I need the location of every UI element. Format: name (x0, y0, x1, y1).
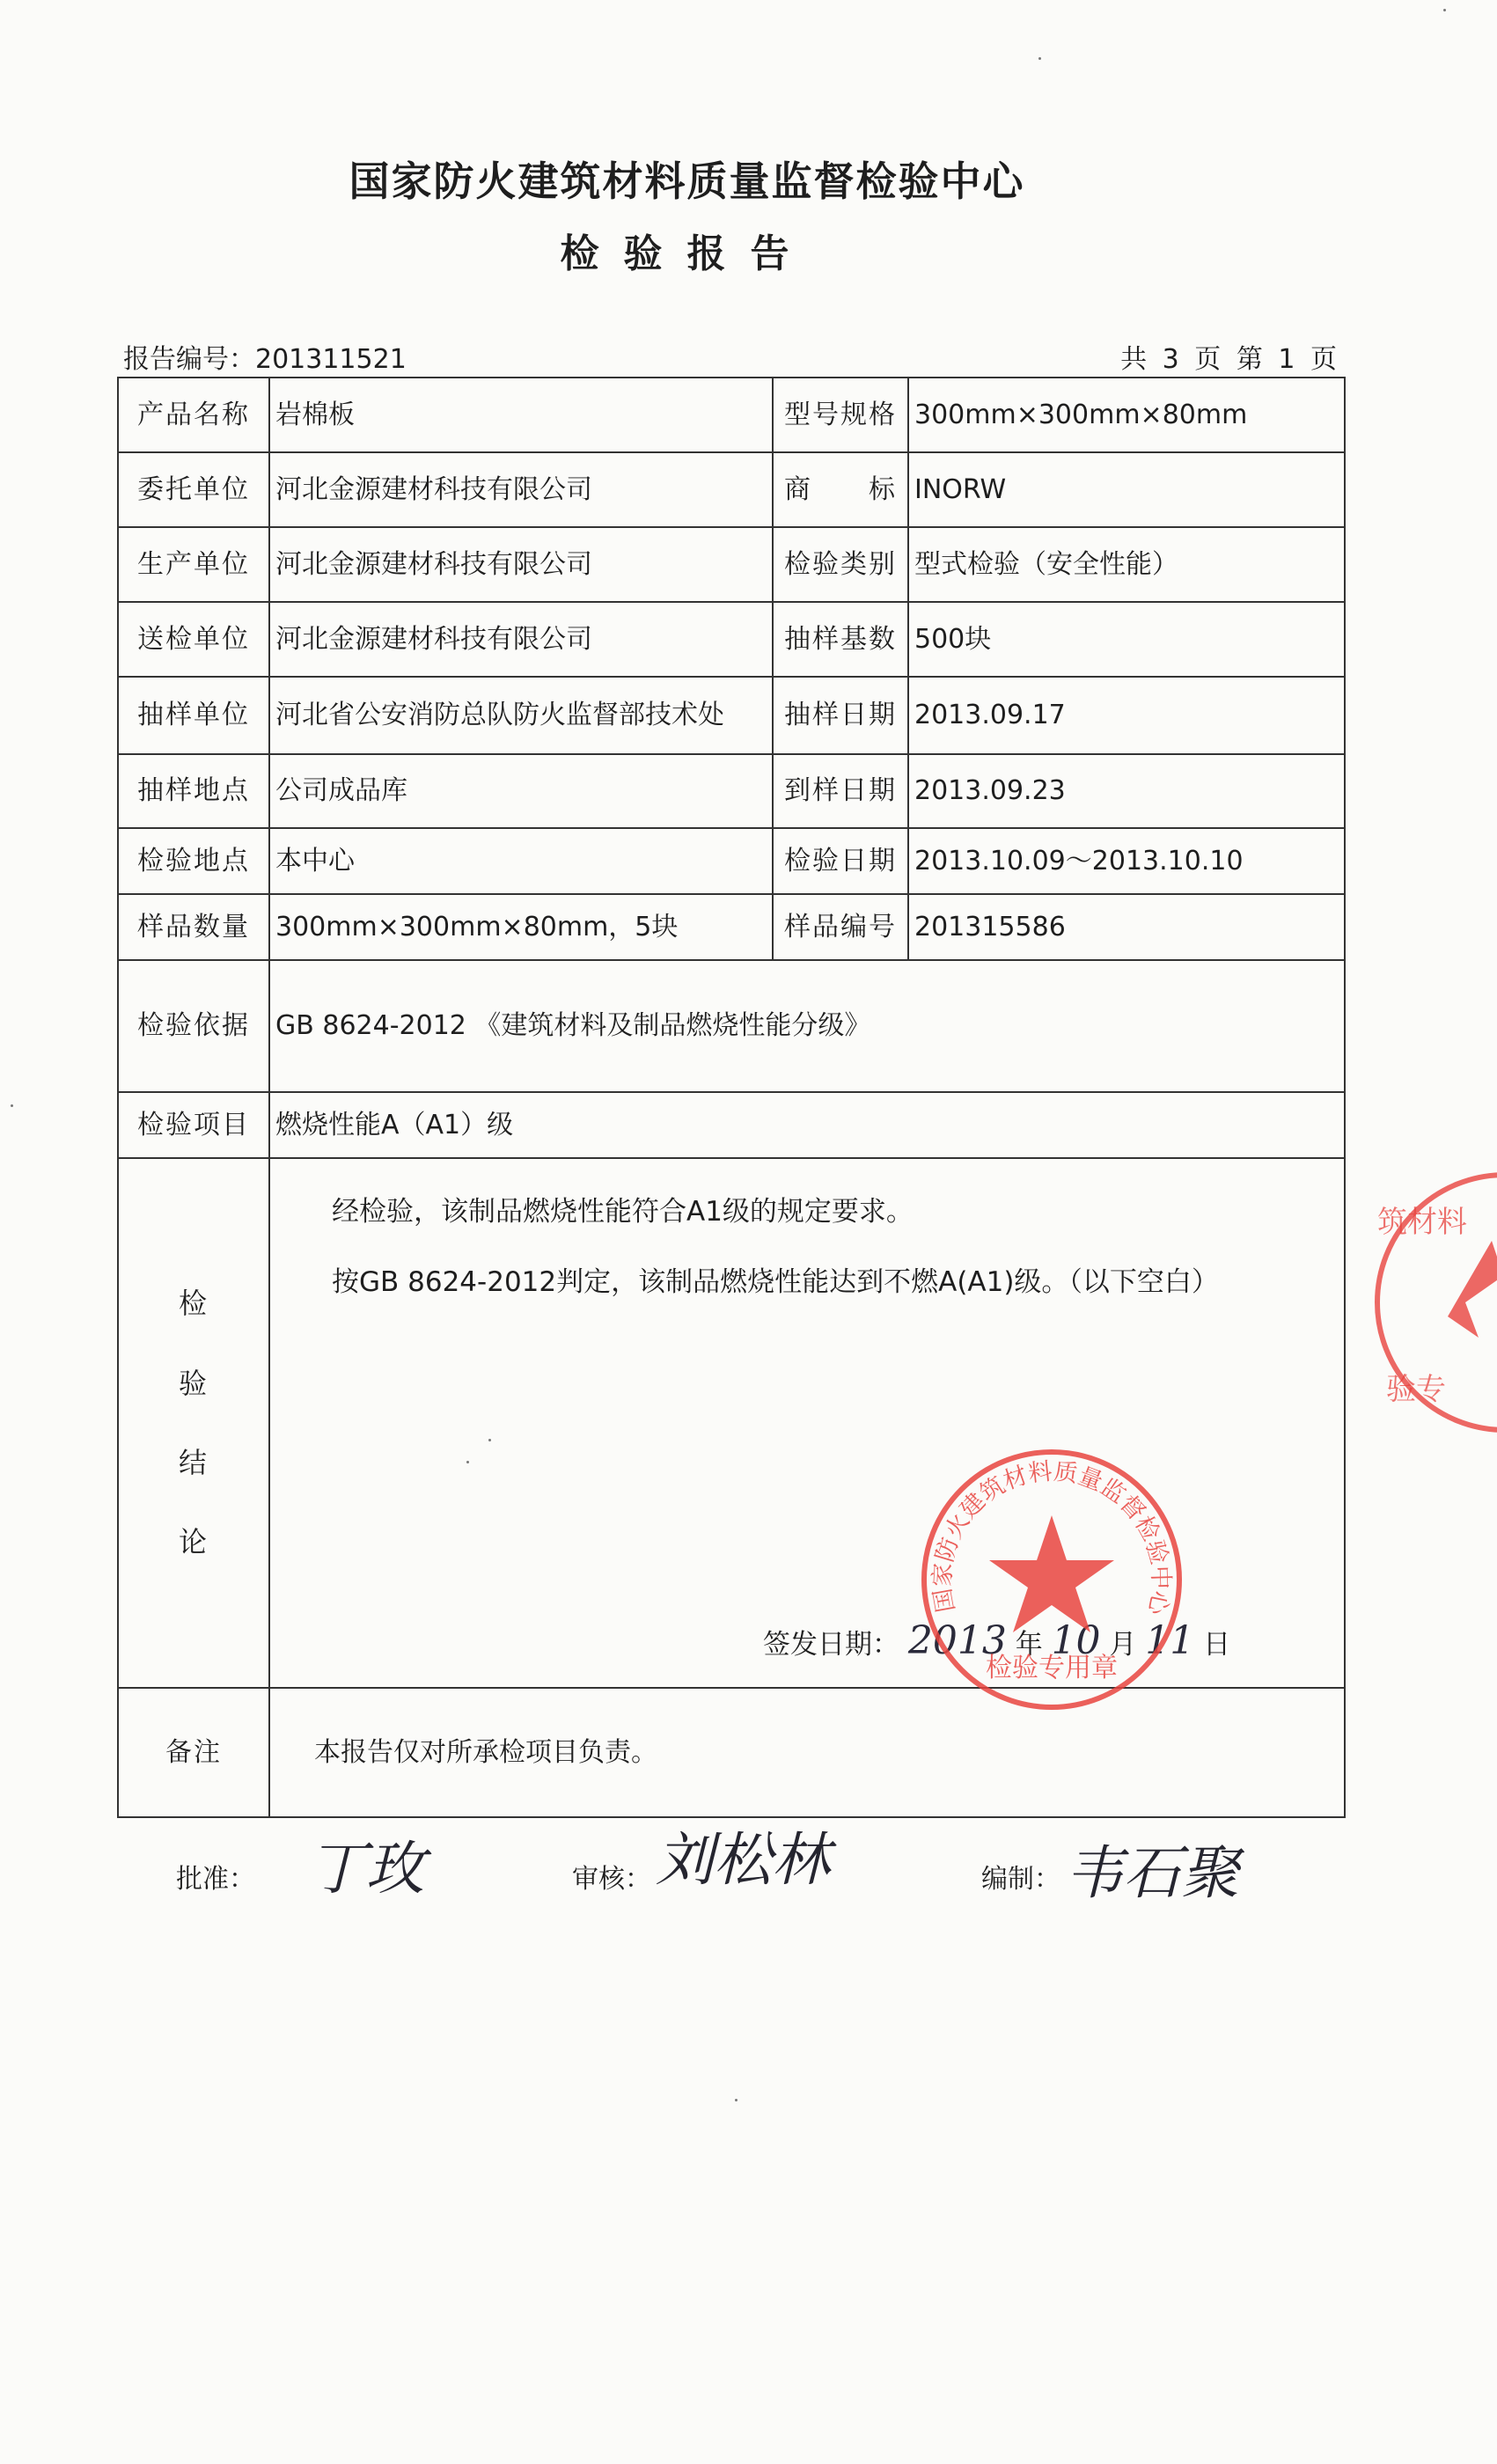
conclusion-line-2: 按GB 8624-2012判定，该制品燃烧性能达到不燃A(A1)级。（以下空白） (332, 1266, 1219, 1298)
edge-seal-inner-text: 验专 (1386, 1372, 1446, 1407)
conclusion-label-char: 检 (178, 1287, 209, 1321)
table-row (118, 378, 1345, 452)
scan-speck (488, 1439, 491, 1441)
table-row (118, 894, 1345, 960)
submitter-value: 河北金源建材科技有限公司 (269, 602, 773, 677)
seal-inner-text: 检验专用章 (986, 1653, 1118, 1683)
official-seal (915, 1443, 1188, 1716)
conclusion-label-char: 论 (178, 1525, 209, 1559)
submitter-label: 送检单位 (118, 602, 269, 677)
edge-seal-ring-text: 筑材料 (1377, 1205, 1467, 1240)
test-place-label: 检验地点 (118, 828, 269, 894)
product-name-label: 产品名称 (118, 378, 269, 452)
month-char: 月 (1109, 1629, 1137, 1661)
test-date-label: 检验日期 (773, 828, 908, 894)
doc-title: 检验报告 (560, 231, 814, 276)
table-row (118, 677, 1345, 754)
sampling-place-value: 公司成品库 (269, 754, 773, 828)
client-label: 委托单位 (118, 452, 269, 527)
sample-base-value: 500块 (908, 602, 1345, 677)
manufacturer-label: 生产单位 (118, 527, 269, 602)
review-signature: 刘松林 (656, 1826, 830, 1894)
test-date-value: 2013.10.09～2013.10.10 (908, 828, 1345, 894)
test-type-label: 检验类别 (773, 527, 908, 602)
test-item-value: 燃烧性能A（A1）级 (269, 1092, 1345, 1158)
table-row (118, 602, 1345, 677)
sampling-date-value: 2013.09.17 (908, 677, 1345, 754)
approve-signature: 丁玫 (308, 1835, 424, 1903)
conclusion-label-char: 验 (178, 1366, 209, 1400)
sample-no-value: 201315586 (908, 894, 1345, 960)
sample-base-label: 抽样基数 (773, 602, 908, 677)
table-row (118, 1092, 1345, 1158)
client-value: 河北金源建材科技有限公司 (269, 452, 773, 527)
year-char: 年 (1015, 1629, 1043, 1661)
arrival-date-value: 2013.09.23 (908, 754, 1345, 828)
sample-no-label: 样品编号 (773, 894, 908, 960)
manufacturer-value: 河北金源建材科技有限公司 (269, 527, 773, 602)
conclusion-label-cell (118, 1158, 269, 1688)
test-type-value: 型式检验（安全性能） (908, 527, 1345, 602)
conclusion-line-1: 经检验，该制品燃烧性能符合A1级的规定要求。 (332, 1196, 914, 1228)
report-number: 报告编号：201311521 (123, 344, 407, 375)
trademark-label: 商 标 (773, 452, 908, 527)
scan-speck (735, 2099, 737, 2101)
scan-speck (466, 1461, 469, 1463)
seal-ring-text: 国家防火建筑材料质量监督检验中心 (928, 1457, 1175, 1617)
issue-day: 11 (1145, 1618, 1195, 1663)
day-char: 日 (1203, 1629, 1231, 1661)
table-row (118, 754, 1345, 828)
basis-value: GB 8624-2012 《建筑材料及制品燃烧性能分级》 (269, 960, 1345, 1092)
test-place-value: 本中心 (269, 828, 773, 894)
sampling-place-label: 抽样地点 (118, 754, 269, 828)
scan-speck (1038, 57, 1041, 60)
issue-month: 10 (1051, 1618, 1101, 1663)
product-name-value: 岩棉板 (269, 378, 773, 452)
conclusion-label-char: 结 (178, 1446, 209, 1479)
issue-year: 2013 (907, 1618, 1007, 1663)
sampling-date-label: 抽样日期 (773, 677, 908, 754)
review-label: 审核： (572, 1864, 651, 1895)
scan-speck (1443, 9, 1446, 11)
compile-signature: 韦石聚 (1065, 1839, 1239, 1907)
table-row (118, 527, 1345, 602)
sampling-unit-value: 河北省公安消防总队防火监督部技术处 (269, 677, 773, 754)
table-row (118, 828, 1345, 894)
remarks-value: 本报告仅对所承检项目负责。 (269, 1688, 1345, 1817)
sampling-unit-label: 抽样单位 (118, 677, 269, 754)
test-item-label: 检验项目 (118, 1092, 269, 1158)
sample-qty-value: 300mm×300mm×80mm，5块 (269, 894, 773, 960)
table-row (118, 960, 1345, 1092)
page-info: 共 3 页 第 1 页 (1120, 344, 1340, 375)
edge-seal (1360, 1162, 1497, 1452)
model-spec-label: 型号规格 (773, 378, 908, 452)
trademark-value: INORW (908, 452, 1345, 527)
compile-label: 编制： (981, 1864, 1060, 1895)
scan-speck (11, 1104, 13, 1107)
issue-date-label: 签发日期： (763, 1629, 899, 1661)
remarks-label: 备注 (118, 1688, 269, 1817)
model-spec-value: 300mm×300mm×80mm (908, 378, 1345, 452)
table-row (118, 452, 1345, 527)
org-title: 国家防火建筑材料质量监督检验中心 (349, 158, 1025, 205)
arrival-date-label: 到样日期 (773, 754, 908, 828)
approve-label: 批准： (176, 1864, 255, 1895)
sample-qty-label: 样品数量 (118, 894, 269, 960)
basis-label: 检验依据 (118, 960, 269, 1092)
conclusion-label (124, 1287, 263, 1559)
